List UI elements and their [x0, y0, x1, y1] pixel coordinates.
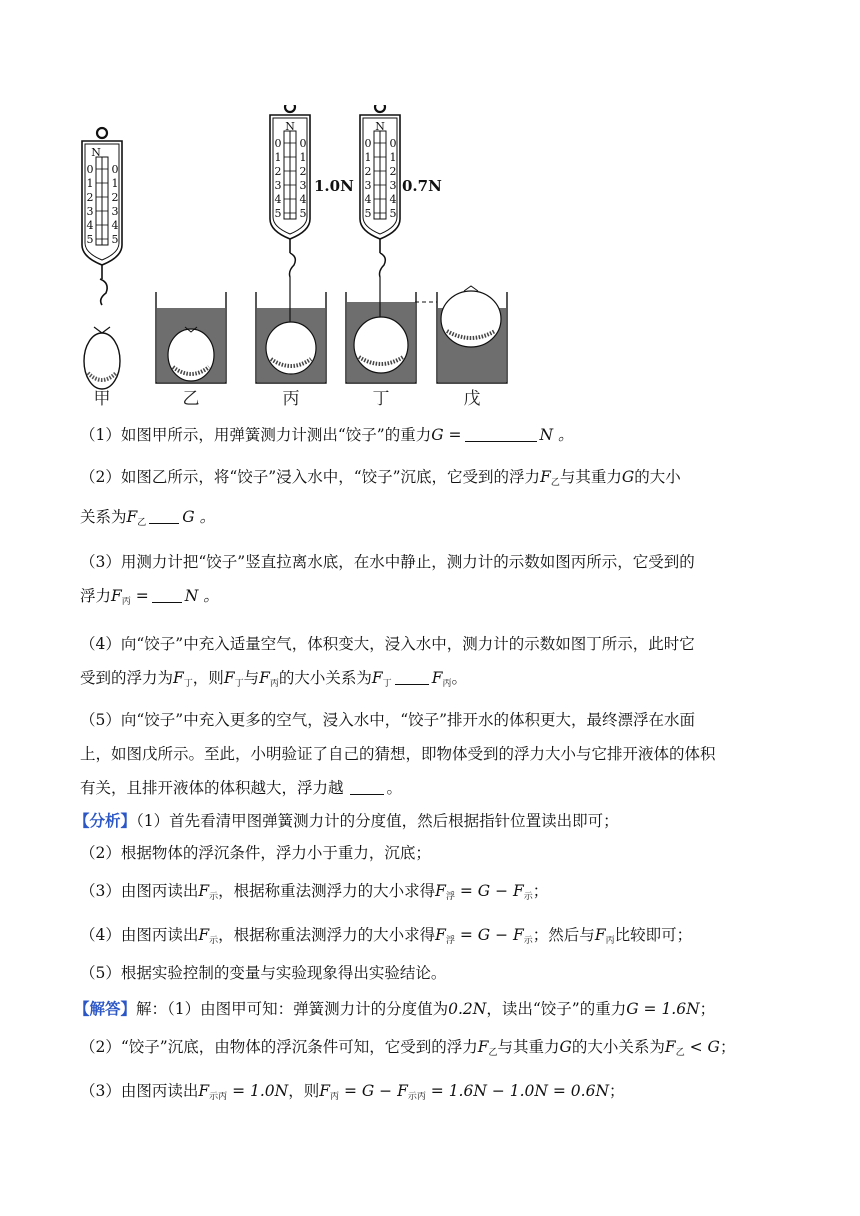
scale-number: 1 [389, 151, 397, 164]
scale-number: 1 [86, 177, 94, 190]
label-wu: 戊 [463, 389, 481, 409]
beaker-bing [256, 277, 326, 383]
scale-number: 3 [111, 205, 119, 218]
scale-number: 5 [299, 207, 307, 220]
label-yi: 乙 [182, 389, 200, 409]
dumpling-jia [84, 327, 120, 389]
scale-number: 3 [364, 179, 372, 192]
blank-4[interactable] [395, 668, 429, 685]
scale-number: 2 [111, 191, 119, 204]
scale-number: 0 [111, 163, 119, 176]
question-2: （2）如图乙所示，将“饺子”浸入水中，“饺子”沉底，它受到的浮力$F_乙$与其重力G的大小 关系为$F_乙$ G 。 [80, 468, 681, 528]
analysis-4: （4）由图丙读出$F_示$，根据称重法测浮力的大小求得$F_浮 = G - F_示$；然后与$F_丙$比较即可； [80, 926, 693, 946]
scale-number: 3 [86, 205, 94, 218]
blank-2[interactable] [149, 507, 179, 524]
label-jia: 甲 [93, 389, 111, 409]
scale-number: 4 [299, 193, 307, 206]
scale-number: 2 [274, 165, 282, 178]
scale-number: 2 [389, 165, 397, 178]
scale-ding [360, 105, 442, 277]
analysis-2: （2）根据物体的浮沉条件，浮力小于重力，沉底； [80, 844, 431, 862]
scale-number: 0 [86, 163, 94, 176]
scale-number: 1 [299, 151, 307, 164]
beaker-wu [437, 286, 507, 383]
beaker-ding [346, 277, 437, 383]
blank-1[interactable] [465, 425, 537, 442]
reading-ding: 0.7N [402, 177, 442, 195]
question-1: （1）如图甲所示，用弹簧测力计测出“饺子”的重力G = N 。 [80, 426, 574, 444]
svg-text:N: N [91, 146, 101, 159]
question-5: （5）向“饺子”中充入更多的空气，浸入水中，“饺子”排开水的体积更大，最终漂浮在水面 上，如图戊所示。至此，小明验证了自己的猜想，即物体受到的浮力大小与它排开液体的体积 有关，且排开液体的体积越大，浮力越 。 [80, 711, 716, 797]
blank-3[interactable] [152, 586, 182, 603]
scale-number: 0 [274, 137, 282, 150]
scale-number: 4 [86, 219, 94, 232]
label-bing: 丙 [282, 389, 300, 409]
scale-number: 3 [389, 179, 397, 192]
beaker-yi [156, 292, 226, 383]
question-4: （4）向“饺子”中充入适量空气，体积变大，浸入水中，测力计的示数如图丁所示，此时它 受到的浮力为$F_丁$，则$F_丁$与$F_丙$的大小关系为$F_丁$ $F_丙$。 [80, 635, 695, 689]
scale-number: 0 [389, 137, 397, 150]
reading-bing: 1.0N [314, 177, 354, 195]
scale-bing [270, 105, 354, 277]
scale-number: 2 [86, 191, 94, 204]
analysis-5: （5）根据实验控制的变量与实验现象得出实验结论。 [80, 964, 447, 982]
scale-number: 5 [364, 207, 372, 220]
analysis-3: （3）由图丙读出$F_示$，根据称重法测浮力的大小求得$F_浮 = G - F_示$； [80, 882, 549, 902]
scale-number: 1 [111, 177, 119, 190]
scale-number: 5 [86, 233, 94, 246]
scale-number: 4 [364, 193, 372, 206]
blank-5[interactable] [350, 778, 384, 795]
scale-number: 3 [299, 179, 307, 192]
analysis-1: 【分析】（1）首先看清甲图弹簧测力计的分度值，然后根据指针位置读出即可； [74, 811, 619, 830]
experiment-figure [70, 105, 530, 410]
scale-number: 2 [364, 165, 372, 178]
scale-number: 1 [274, 151, 282, 164]
scale-number: 1 [364, 151, 372, 164]
scale-number: 0 [299, 137, 307, 150]
scale-number: 3 [274, 179, 282, 192]
scale-number: 4 [274, 193, 282, 206]
answer-1: 【解答】解：（1）由图甲可知：弹簧测力计的分度值为0.2N，读出“饺子”的重力G = 1.6N； [74, 999, 716, 1018]
svg-text:N: N [285, 120, 295, 133]
scale-number: 5 [389, 207, 397, 220]
scale-number: 5 [274, 207, 282, 220]
scale-number: 0 [364, 137, 372, 150]
label-ding: 丁 [372, 389, 390, 409]
scale-number: 4 [389, 193, 397, 206]
question-3: （3）用测力计把“饺子”竖直拉离水底，在水中静止，测力计的示数如图丙所示，它受到的 浮力$F_丙 = N$ 。 [80, 553, 695, 607]
scale-number: 4 [111, 219, 119, 232]
answer-2: （2）“饺子”沉底，由物体的浮沉条件可知，它受到的浮力$F_乙$与其重力G的大小关系为$F_乙 < G$； [80, 1038, 736, 1058]
scale-number: 5 [111, 233, 119, 246]
answer-3: （3）由图丙读出$F_{示丙} = 1.0N$，则$F_丙 = G - F_{示丙} = 1.6N - 1.0N = 0.6N$； [80, 1082, 625, 1102]
svg-text:N: N [375, 120, 385, 133]
scale-number: 2 [299, 165, 307, 178]
